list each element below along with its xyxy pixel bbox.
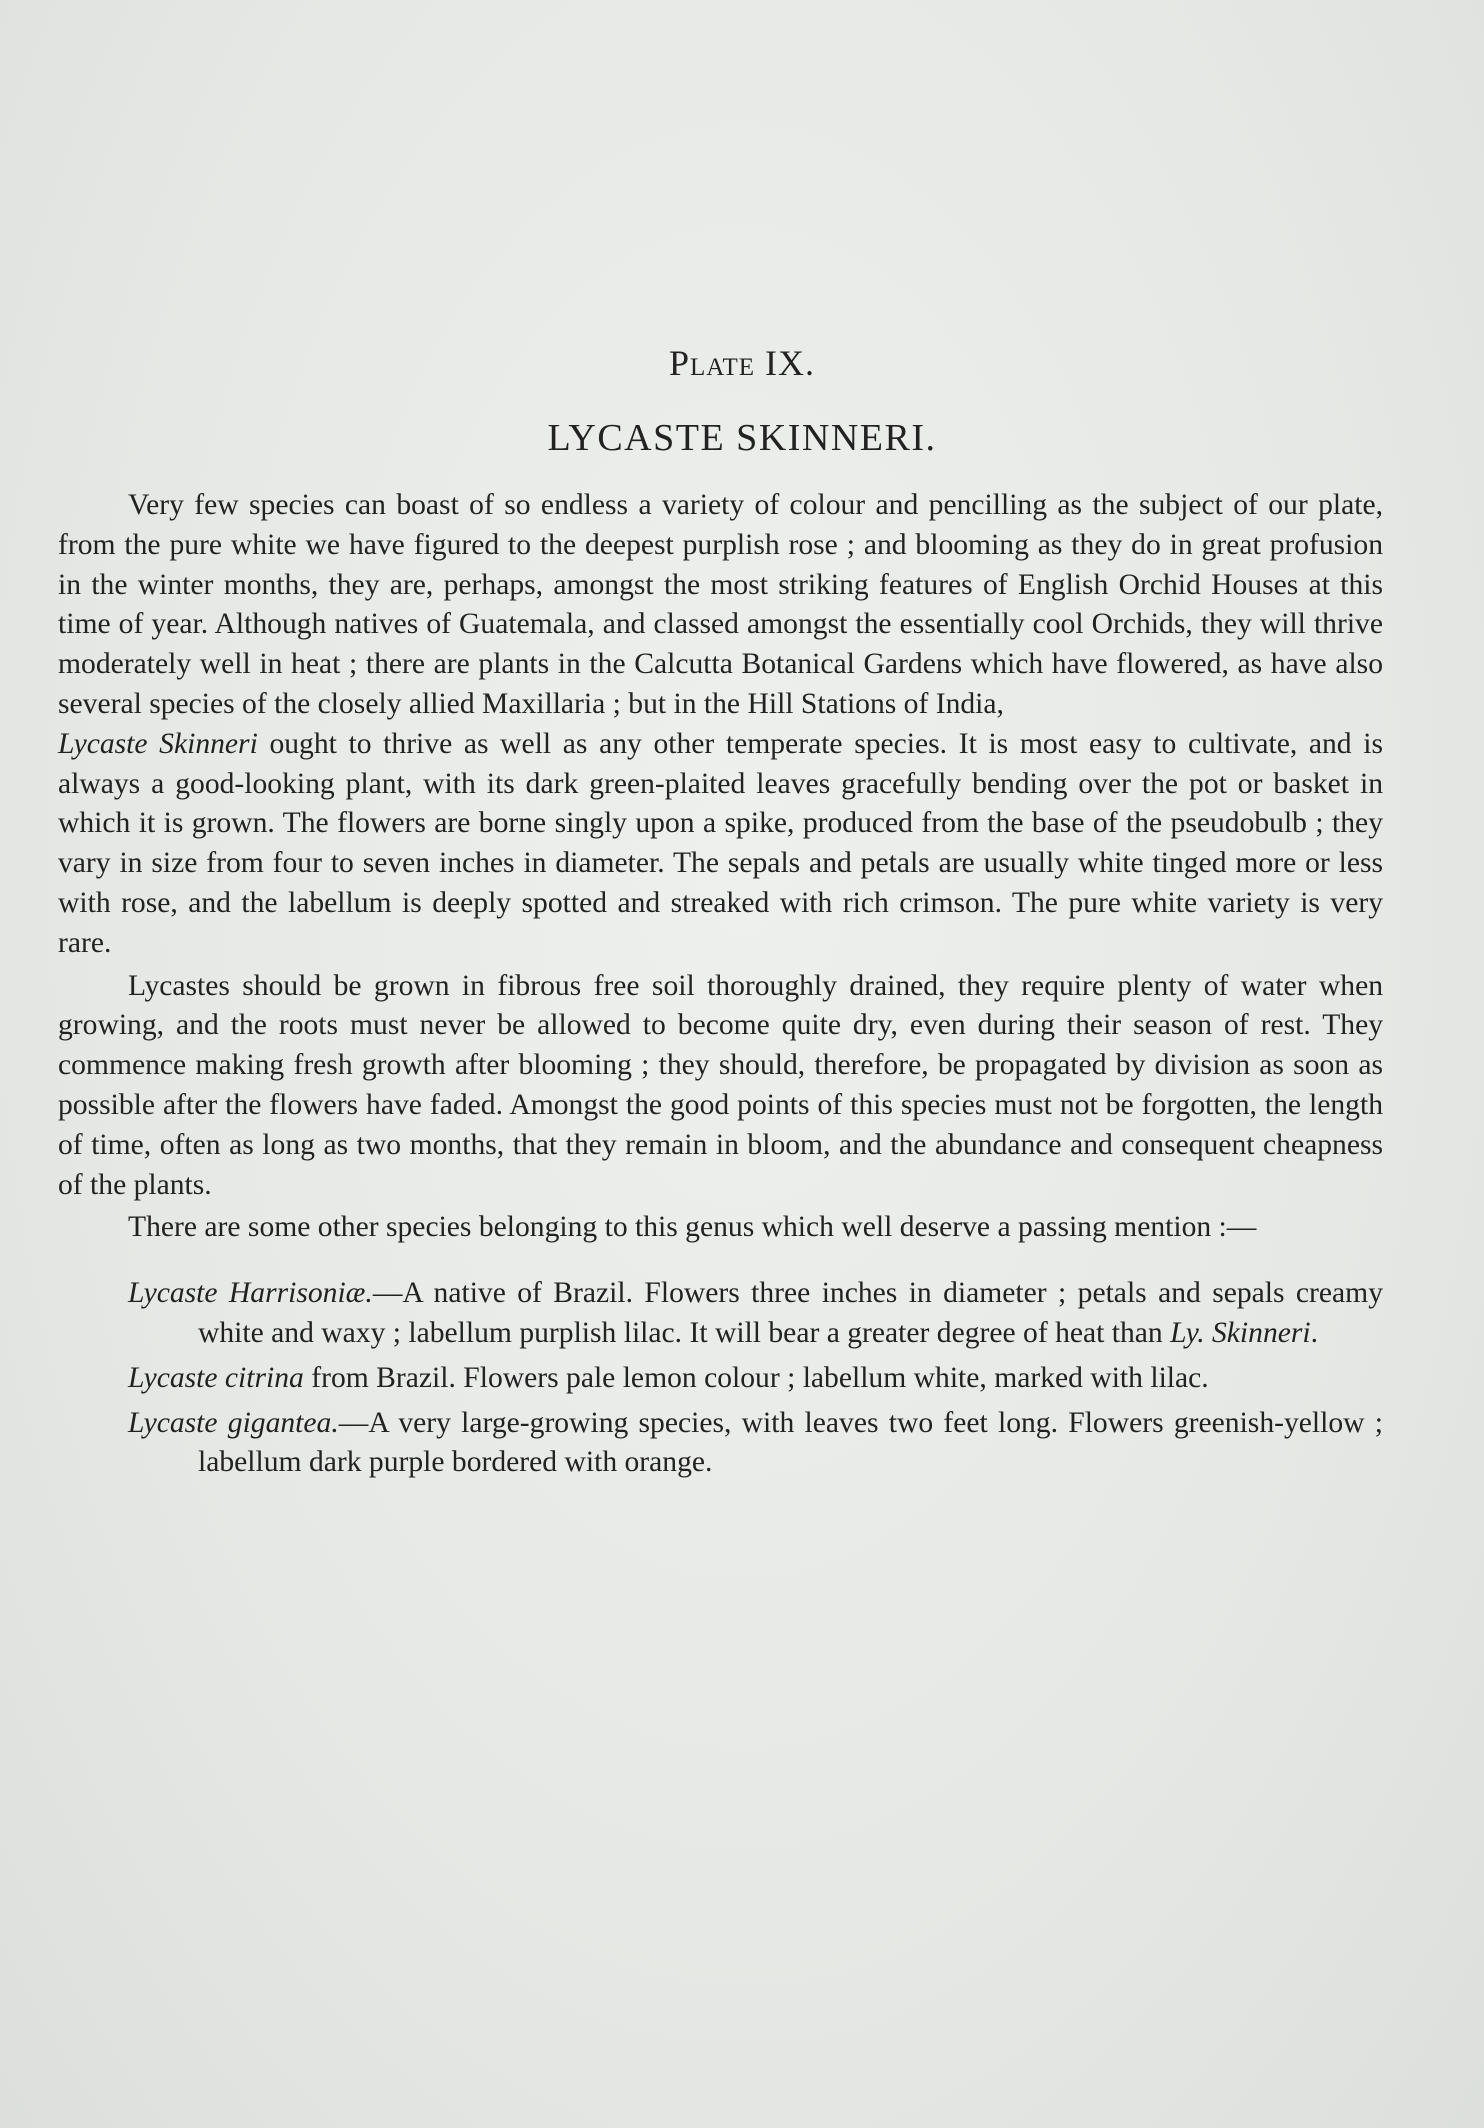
paragraph-text: Very few species can boast of so endless a variety of colour and pencilling as the subject of our plate, from the pure white we have figured to the deepest purplish rose ; and blooming as they do in great profusion in the winter months, they are, perhaps, amongst the most striking features of English Orchid Houses at this time of year. Although natives of Guatemala, and classed amongst the essentially cool Orchids, they will thrive moderately well in heat ; there are plants in the Calcutta Botanical Gardens which have flowered, as have also several species of the closely allied Maxillaria ; but in the Hill Stations of India, [58, 489, 1383, 720]
body-text [58, 486, 1383, 1488]
species-entry-gigantea [128, 1404, 1383, 1484]
paragraph-text: ought to thrive as well as any other temperate species. It is most easy to cultivate, and is always a good-looking plant, with its dark green-plaited leaves gracefully bending over the pot or basket in which it is grown. The flowers are borne singly upon a spike, produced from the base of the pseudobulb ; they vary in size from four to seven inches in diameter. The sepals and petals are usually white tinged more or less with rose, and the labellum is deeply spotted and streaked with rich crimson. The pure white variety is very rare. [58, 727, 1383, 959]
species-entry-harrisoniae [128, 1274, 1383, 1354]
species-entry-citrina [128, 1359, 1383, 1399]
plate-number: Plate IX. [668, 343, 816, 383]
species-list [58, 1274, 1383, 1483]
paragraph-description [58, 486, 1383, 964]
species-tail: . [1310, 1316, 1319, 1349]
paragraph-cultivation: Lycastes should be grown in fibrous free soil thoroughly drained, they require plenty of water when growing, and the roots must never be allowed to become quite dry, even during their season of rest. They commence making fresh growth after blooming ; they should, therefore, be propagated by division as soon as possible after the flowers have faded. Amongst the good points of this species must not be forgotten, the length of time, often as long as two months, that they remain in bloom, and the abundance and consequent cheapness of the plants. [58, 969, 1383, 1201]
plate-title: LYCASTE SKINNERI. [547, 417, 937, 459]
species-name: Lycaste citrina [128, 1361, 304, 1394]
species-description: —A native of Brazil. Flowers three inches in diameter ; petals and sepals creamy white and waxy ; labellum purplish lilac. It will bear a greater degree of heat than [198, 1277, 1383, 1349]
paragraph-other-species: There are some other species belonging to this genus which well deserve a passing mention :— [128, 1211, 1257, 1244]
species-name: Lycaste gigantea. [128, 1406, 339, 1439]
species-reference: Ly. Skinneri [1170, 1316, 1311, 1349]
species-description: from Brazil. Flowers pale lemon colour ; labellum white, marked with lilac. [303, 1361, 1209, 1394]
species-name-italic: Lycaste Skinneri [58, 727, 258, 760]
species-description: —A very large-growing species, with leaves two feet long. Flowers greenish-yellow ; labellum dark purple bordered with orange. [198, 1406, 1383, 1479]
species-name: Lycaste Harrisoniæ. [128, 1277, 373, 1310]
